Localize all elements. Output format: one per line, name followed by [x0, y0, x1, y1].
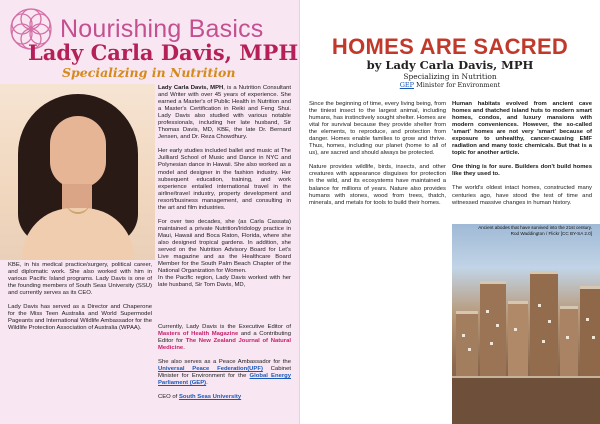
bio-paragraph-6: Lady Davis has served as a Director and Chaperone for the Miss Teen Australia and World Supermodel Pageants and International Wildlife Ambassador for the Wildlife Protection Association of Australia (WPAA). [8, 304, 152, 332]
bio-column-left [8, 262, 152, 339]
bio-paragraph-3: For over two decades, she (as Carla Cassata) maintained a private Nutrition/Iridology practice in Maui, Hawaii and Boca Raton, Florida, where she also designed tropical gardens. In addition, she served on the Nutrition Advisory Board for Let's Live magazine and as the Healthcare Board Member for the South Palm Beach Chapter of the National Organization for Women. [158, 218, 291, 275]
article-title: HOMES ARE SACRED [331, 34, 569, 59]
ssu-link[interactable]: South Seas University [178, 394, 242, 401]
article-paragraph-3: Human habitats evolved from ancient cave homes and thatched island huts to modern smart homes, condos, and luxury mansions with modern conveniences. However, the so-called 'smart' homes are not very 'smart' because of exposure to unhealthy, cancer-causing EMF radiation and many toxic chemicals. But that is a topic for another article. [452, 101, 592, 157]
bio-7-mid: and a Contributing Editor for [158, 331, 291, 345]
gep-role-text: Minister for Environment [414, 81, 501, 89]
article-gep-role [300, 81, 600, 89]
bio-paragraph-2: Her early studies included ballet and music at The Juilliard School of Music and Dance in NYC and Polynesian dance in Hawaii. She also worked as a model and designer in the fashion industry. Her subsequent education, training, and work experience entailed international travel in the airline/travel industry, property development and resort/business management, and consulting in the art and film industries. [158, 148, 291, 211]
bio-7-pre: Currently, Lady Davis is the Executive Editor of [158, 324, 291, 330]
ancient-homes-photo [452, 224, 600, 424]
author-portrait [0, 84, 155, 260]
article-paragraph-2: Nature provides wildlife, birds, insects, and other creatures with appearance disguises for protection in the wild, and its ecosystems have maintained a balance for millions of years. Nature also provides humans with stones, wood from trees, thatch, minerals, and metals for tools to build their homes. [309, 164, 446, 206]
bio-8-mid: Cabinet Minister for Environment for the [158, 366, 291, 380]
author-name: Lady Carla Davis, MPH [28, 40, 299, 65]
photo-caption [452, 225, 592, 236]
photo-credit: Rod Waddington / Flickr [CC BY-SA 2.0] [510, 230, 592, 236]
photo-caption-text: Ancient abodes that have survived into the 21st century. [478, 225, 592, 230]
nz-journal-link[interactable]: The New Zealand Journal of Natural Medicine [158, 338, 291, 352]
bio-7-post: . [183, 345, 185, 352]
bio-paragraph-4: In the Pacific region, Lady Davis worked with her late husband, Sir Tom Davis, MD, [158, 275, 291, 289]
bio-8-pre: She also serves as a Peace Ambassador for the [158, 359, 291, 366]
gep-role-link[interactable]: GEP [399, 81, 415, 89]
article-column-1 [309, 101, 446, 214]
article-column-2 [452, 101, 592, 214]
bio-9-pre: CEO of [158, 394, 179, 401]
bio-column-top [158, 85, 291, 289]
bio-8-post: . [206, 380, 208, 387]
gep-link[interactable]: Global Energy Parliament (GEP) [158, 373, 292, 387]
article-specialty: Specializing in Nutrition [403, 72, 497, 81]
masters-of-health-link[interactable]: Masters of Health Magazine [158, 331, 239, 338]
bio-name: Lady Carla Davis, MPH [158, 85, 224, 91]
article-paragraph-1: Since the beginning of time, every living being, from the tiniest insect to the largest animal, including humans, has instinctively sought shelter. Homes are vital for survival because they provide shelter from the elements, to reproduce, and protection from danger. Homes enable families to grow and thrive. Thus, homes, including our planet (home to all of us), are sacred and should always be protected. [309, 101, 446, 157]
article-paragraph-4: One thing is for sure. Builders don't build homes like they used to. [452, 164, 592, 178]
bio-intro: , is a Nutrition Consultant and Writer with over 45 years of experience. She earned a Master's of Public Health in Nutrition and a Master's Certification in Reiki and Feng Shui. Lady Davis also studied with various notable professionals, including her late husband, Sir Thomas Davis, MD, KBE, the late Dr. Bernard Jensen, and Dr. Reza Chowdhury. [158, 85, 292, 141]
article-byline: by Lady Carla Davis, MPH [366, 58, 534, 72]
brand-title: Nourishing Basics [60, 14, 264, 43]
right-page [300, 0, 600, 424]
bio-paragraph-5: KBE, in his medical practice/surgery, political career, and diplomatic work. She also worked with him in various Pacific Island programs. Lady Davis is one of the founding members of South Seas University (SSU) and currently serves as its CEO. [8, 262, 152, 297]
upf-link[interactable]: Universal Peace Federation(UPF) [158, 366, 263, 373]
bio-column-right [158, 324, 291, 408]
article-paragraph-5: The world's oldest intact homes, constructed many centuries ago, have stood the test of time and witnessed massive changes in human history. [452, 185, 592, 206]
author-specialty: Specializing in Nutrition [62, 65, 236, 80]
